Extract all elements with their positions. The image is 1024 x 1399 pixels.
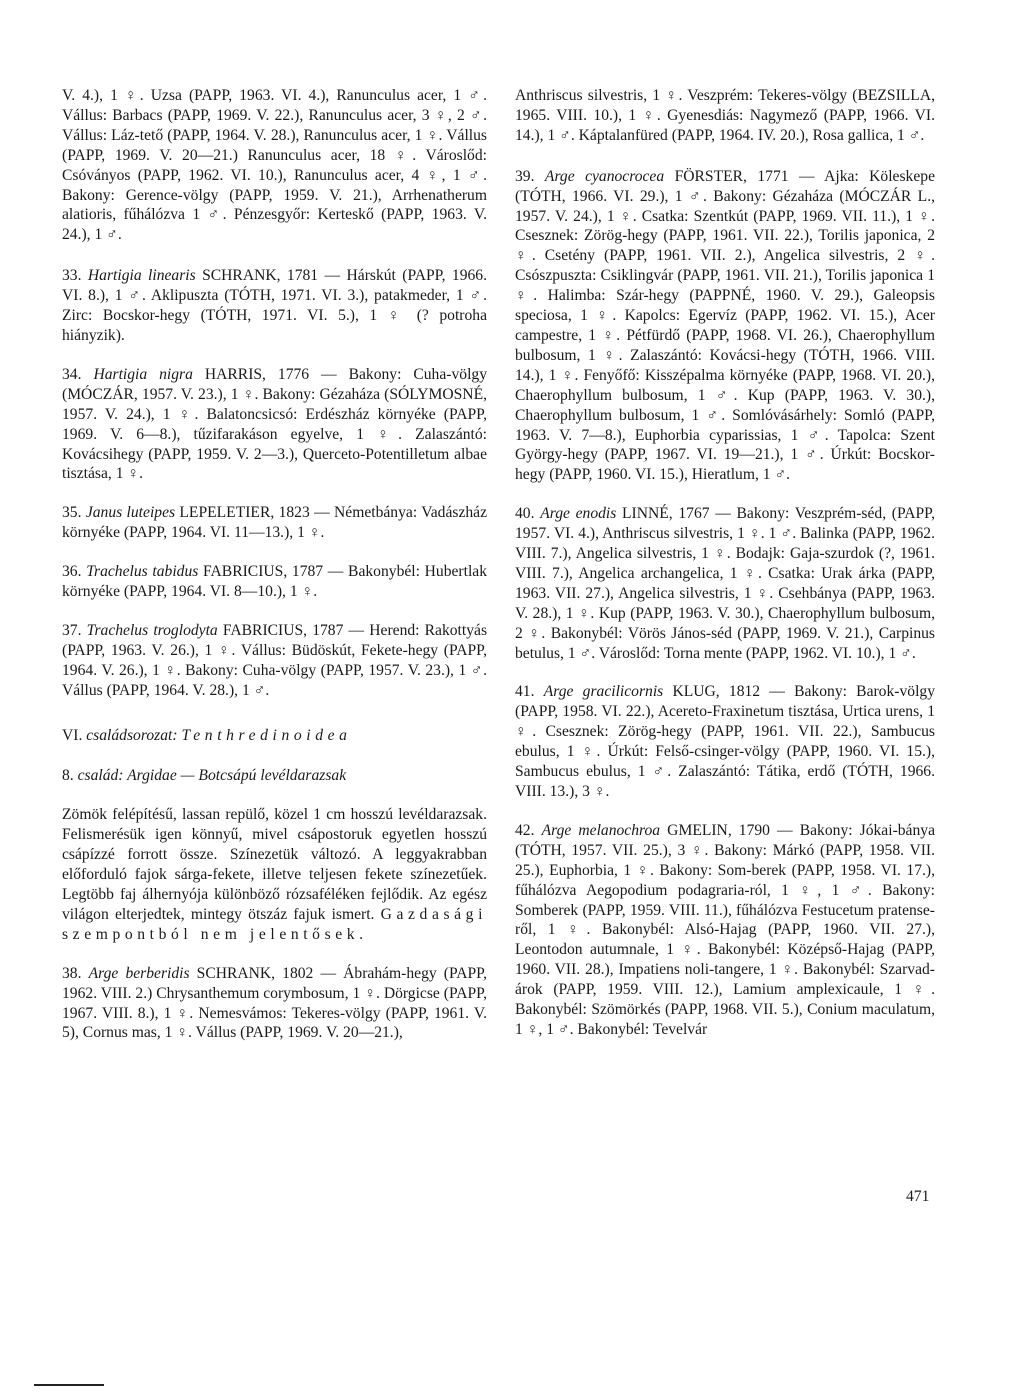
species-name: Arge berberidis [88, 964, 190, 982]
spaced-emphasis: Gazdasági szempontból nem jelentősek. [62, 905, 487, 943]
footer-rule [34, 1384, 104, 1386]
entry-text: SCHRANK, 1781 — Hárskút (PAPP, 1966. VI. 8.), 1 ♂. Aklipuszta (TÓTH, 1971. VI. 3.), patakmeder, 1 ♂. Zirc: Bocskor-hegy (TÓTH, 1971. VI. 5.), 1 ♀ (? potroha hiányzik). [62, 267, 487, 344]
species-name: Arge melanochroa [541, 821, 661, 839]
species-entry-35 [62, 503, 487, 543]
right-column [515, 86, 935, 1059]
species-name: Arge enodis [540, 505, 617, 523]
continued-paragraph [62, 86, 487, 245]
entry-number: 34. [62, 365, 82, 383]
continued-paragraph [515, 86, 935, 146]
left-column [62, 86, 487, 1062]
family-label: család: Argidae — Botcsápú levéldarazsak [77, 767, 347, 785]
entry-text: HARRIS, 1776 — Bakony: Cuha-völgy (MÓCZÁR, 1957. V. 23.), 1 ♀. Bakony: Gézaháza (SÓLYMOSNÉ, 1957. V. 24.), 1 ♀. Balatoncsicsó: Erdészház környéke (PAPP, 1969. V. 6—8.), tűzifarakáson egyelve, 1 ♀. Zalaszántó: Kovácsihegy (PAPP, 1959. V. 2—3.), Querceto-Potentilletum albae tisztása, 1 ♀. [62, 365, 487, 483]
entry-number: 36. [62, 563, 82, 581]
species-entry-38 [62, 964, 487, 1044]
species-entry-34 [62, 365, 487, 484]
species-entry-37 [62, 621, 487, 701]
species-name: Trachelus troglodyta [86, 621, 218, 639]
entry-number: 38. [62, 964, 82, 982]
entry-number: 35. [62, 504, 82, 522]
entry-text: FABRICIUS, 1787 — Bakonybél: Hubertlak környéke (PAPP, 1964. VI. 8—10.), 1 ♀. [62, 563, 487, 601]
series-heading [62, 726, 487, 746]
species-entry-40 [515, 504, 935, 663]
species-entry-41 [515, 682, 935, 801]
series-number: VI. [62, 726, 87, 744]
species-entry-42 [515, 821, 935, 1040]
entry-number: 33. [62, 267, 82, 285]
entry-number: 41. [515, 683, 535, 701]
entry-text: LINNÉ, 1767 — Bakony: Veszprém-séd, (PAPP, 1957. VI. 4.), Anthriscus silvestris, 1 ♀. 1 ♂. Balinka (PAPP, 1962. VIII. 7.), Angelica silvestris, 1 ♀. Bodajk: Gaja-szurdok (?, 1961. VIII. 7.), Angelica archangelica, 1 ♀. Csatka: Urak árka (PAPP, 1963. VII. 27.), Angelica silvestris, 1 ♀. Csehbánya (PAPP, 1963. V. 28.), 1 ♀. Kup (PAPP, 1963. V. 30.), Chaerophyllum bulbosum, 2 ♀. Bakonybél: Vörös János-séd (PAPP, 1969. V. 21.), Carpinus betulus, 1 ♂. Városlőd: Torna mente (PAPP, 1962. VI. 10.), 1 ♂. [515, 505, 935, 662]
entry-number: 42. [515, 821, 535, 839]
entry-text: FABRICIUS, 1787 — Herend: Rakottyás (PAPP, 1963. V. 26.), 1 ♀. Vállus: Büdöskút, Fekete-hegy (PAPP, 1964. V. 26.), 1 ♀. Bakony: Cuha-völgy (PAPP, 1957. V. 23.), 1 ♂. Vállus (PAPP, 1964. V. 28.), 1 ♂. [62, 621, 488, 699]
entry-text: FÖRSTER, 1771 — Ajka: Köleskepe (TÓTH, 1966. VI. 29.), 1 ♂. Bakony: Gézaháza (MÓCZÁR L., 1957. V. 24.), 1 ♀. Csatka: Szentkút (PAPP, 1969. VII. 11.), 1 ♀. Csesznek: Zörög-hegy (PAPP, 1961. VII. 22.), Torilis japonica, 2 ♀. Csetény (PAPP, 1961. VII. 2.), Angelica silvestris, 2 ♀. Csószpuszta: Csiklingvár (PAPP, 1961. VII. 21.), Torilis japonica 1 ♀. Halimba: Szár-hegy (PAPPNÉ, 1960. V. 29.), Galeopsis speciosa, 1 ♀. Kapolcs: Egervíz (PAPP, 1962. VI. 15.), Acer campestre, 1 ♀. Pétfürdő (PAPP, 1968. VI. 26.), Chaerophyllum bulbosum, 1 ♀. Zalaszántó: Kovácsi-hegy (TÓTH, 1966. VIII. 14.), 1 ♀. Fenyőfő: Kisszépalma környéke (PAPP, 1968. VI. 20.), Chaerophyllum bulbosum, 1 ♂. Kup (PAPP, 1963. V. 30.), Chaerophyllum bulbosum, 1 ♂. Somlóvásárhely: Somló (PAPP, 1963. V. 7—8.), Euphorbia cyparissias, 1 ♂. Tapolca: Szent György-hegy (PAPP, 1967. VI. 19—21.), 1 ♂. Úrkút: Bocskor-hegy (PAPP, 1960. VI. 15.), Hieratlum, 1 ♂. [515, 167, 935, 484]
species-name: Arge cyanocrocea [544, 167, 665, 185]
family-description [62, 805, 487, 944]
description-text: Zömök felépítésű, lassan repülő, közel 1 cm hosszú levéldarazsak. Felismerésük igen könnyű, mivel csápostoruk egyetlen hosszú csápízzé forrott össze. Színezetük változó. A leggyakrabban előforduló fajok sárga-fekete, illetve teljesen fekete színezetűek. Legtöbb faj álhernyója különböző rózsaféléken fejlődik. Az egész világon elterjedtek, mintegy ötszáz fajuk ismert. [62, 806, 487, 923]
species-name: Arge gracilicornis [543, 683, 664, 701]
species-name: Janus luteipes [85, 504, 176, 522]
species-name: Hartigia linearis [87, 267, 196, 285]
family-heading [62, 766, 487, 786]
species-entry-36 [62, 562, 487, 602]
paragraph-text: V. 4.), 1 ♀. Uzsa (PAPP, 1963. VI. 4.), Ranunculus acer, 1 ♂. Vállus: Barbacs (PAPP, 1969. V. 22.), Ranunculus acer, 3 ♀, 2 ♂. Vállus: Láz-tető (PAPP, 1964. V. 28.), Ranunculus acer, 1 ♀. Vállus (PAPP, 1969. V. 20—21.) Ranunculus acer, 18 ♀. Városlőd: Csóványos (PAPP, 1962. VI. 10.), Ranunculus acer, 4 ♀, 1 ♂. Bakony: Gerence-völgy (PAPP, 1959. V. 21.), Arrhenatherum alatioris, fűhálózva 1 ♂. Pénzesgyőr: Kerteskő (PAPP, 1963. V. 24.), 1 ♂. [62, 87, 487, 244]
species-entry-33 [62, 266, 487, 346]
family-number: 8. [62, 767, 78, 785]
entry-number: 40. [515, 505, 535, 523]
entry-text: KLUG, 1812 — Bakony: Barok-völgy (PAPP, 1958. VI. 22.), Acereto-Fraxinetum tisztása, Urtica urens, 1 ♀. Csesznek: Zörög-hegy (PAPP, 1961. VII. 22.), Sambucus ebulus, 1 ♀. Úrkút: Felső-csinger-völgy (PAPP, 1960. VI. 15.), Sambucus ebulus, 1 ♂. Zalaszántó: Tátika, erdő (TÓTH, 1966. VIII. 13.), 3 ♀. [515, 683, 935, 800]
entry-text: LEPELETIER, 1823 — Németbánya: Vadászház környéke (PAPP, 1964. VI. 11—13.), 1 ♀. [62, 504, 488, 542]
paragraph-text: Anthriscus silvestris, 1 ♀. Veszprém: Tekeres-völgy (BEZSILLA, 1965. VIII. 10.), 1 ♀. Gyenesdiás: Nagymező (PAPP, 1966. VI. 14.), 1 ♂. Káptalanfüred (PAPP, 1964. IV. 20.), Rosa gallica, 1 ♂. [515, 87, 935, 144]
page-number: 471 [906, 1188, 930, 1205]
entry-text: SCHRANK, 1802 — Ábrahám-hegy (PAPP, 1962. VIII. 2.) Chrysanthemum corymbosum, 1 ♀. Dörgicse (PAPP, 1967. VIII. 8.), 1 ♀. Nemesvámos: Tekeres-völgy (PAPP, 1961. V. 5), Cornus mas, 1 ♀. Vállus (PAPP, 1969. V. 20—21.), [62, 964, 487, 1042]
series-name: Tenthredinoidea [181, 726, 352, 744]
species-entry-39 [515, 167, 935, 486]
species-name: Hartigia nigra [93, 365, 193, 383]
entry-number: 39. [515, 167, 535, 185]
entry-number: 37. [62, 621, 82, 639]
species-name: Trachelus tabidus [86, 563, 199, 581]
series-label: családsorozat: [86, 726, 178, 744]
entry-text: GMELIN, 1790 — Bakony: Jókai-bánya (TÓTH, 1957. VII. 25.), 3 ♀. Bakony: Márkó (PAPP, 1958. VII. 25.), Euphorbia, 1 ♀. Bakony: Som-berek (PAPP, 1958. VI. 17.), fűhálózva Aegopodium podagraria-ról, 1 ♀, 1 ♂. Bakony: Somberek (PAPP, 1959. VIII. 11.), fűhálózva Festucetum pratense-ről, 1 ♀. Bakonybél: Alsó-Hajag (PAPP, 1960. VII. 27.), Leontodon autumnale, 1 ♀. Bakonybél: Középső-Hajag (PAPP, 1960. VII. 28.), Impatiens noli-tangere, 1 ♀. Bakonybél: Szarvad-árok (PAPP, 1959. VIII. 12.), Lamium amplexicaule, 1 ♀. Bakonybél: Szömörkés (PAPP, 1968. VII. 5.), Conium maculatum, 1 ♀, 1 ♂. Bakonybél: Tevelvár [515, 821, 935, 1038]
